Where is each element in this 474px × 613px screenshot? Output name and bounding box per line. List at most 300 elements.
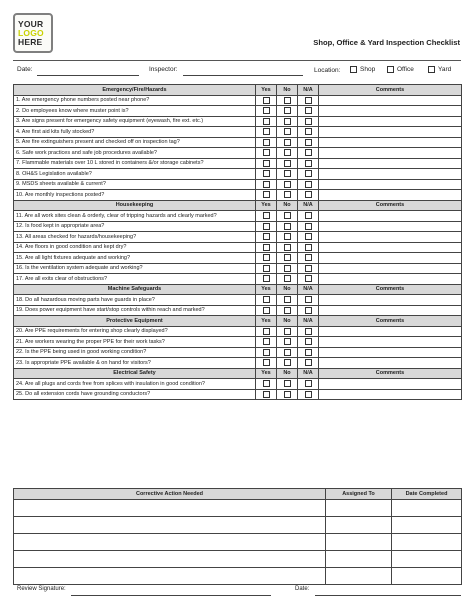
checklist-question: 12. Is food kept in appropriate area? (14, 221, 256, 232)
checklist-row (14, 158, 462, 169)
no-cell (277, 326, 298, 337)
checklist-row (14, 211, 462, 222)
date-completed-cell[interactable] (392, 567, 462, 584)
yes-cell (256, 232, 277, 243)
yes-column-header: Yes (256, 85, 277, 96)
corrective-action-row (14, 567, 462, 584)
assigned-to-header: Assigned To (326, 489, 392, 500)
no-checkbox[interactable] (284, 139, 291, 146)
yes-checkbox[interactable] (263, 139, 270, 146)
no-checkbox[interactable] (284, 212, 291, 219)
yes-cell (256, 190, 277, 201)
comments-cell[interactable] (319, 295, 462, 306)
corrective-action-table (13, 488, 462, 585)
na-cell (298, 358, 319, 369)
corrective-action-cell[interactable] (14, 499, 326, 516)
na-cell (298, 116, 319, 127)
logo-line-2: LOGO (18, 27, 44, 38)
checklist-row (14, 127, 462, 138)
checklist-question: 10. Are monthly inspections posted? (14, 190, 256, 201)
yes-checkbox[interactable] (263, 118, 270, 125)
na-cell (298, 211, 319, 222)
logo-line-3: HERE (18, 36, 43, 47)
na-checkbox[interactable] (305, 296, 312, 303)
yes-cell (256, 263, 277, 274)
checklist-question: 22. Is the PPE being used in good working condition? (14, 347, 256, 358)
na-cell (298, 242, 319, 253)
no-checkbox[interactable] (284, 97, 291, 104)
location-shop-label: Shop (360, 66, 376, 73)
checklist-row (14, 106, 462, 117)
checklist-question: 24. Are all plugs and cords free from splices with insulation in good condition? (14, 379, 256, 390)
yes-cell (256, 179, 277, 190)
na-checkbox[interactable] (305, 139, 312, 146)
date-completed-cell[interactable] (392, 533, 462, 550)
na-cell (298, 347, 319, 358)
corrective-action-header: Corrective Action Needed (14, 489, 326, 500)
na-checkbox[interactable] (305, 328, 312, 335)
assigned-to-cell[interactable] (326, 567, 392, 584)
na-checkbox[interactable] (305, 244, 312, 251)
checklist-row (14, 169, 462, 180)
comments-cell[interactable] (319, 169, 462, 180)
comments-cell[interactable] (319, 127, 462, 138)
corrective-action-row (14, 533, 462, 550)
na-checkbox[interactable] (305, 265, 312, 272)
yes-checkbox[interactable] (263, 212, 270, 219)
no-checkbox[interactable] (284, 307, 291, 314)
no-checkbox[interactable] (284, 328, 291, 335)
yes-cell (256, 116, 277, 127)
corrective-action-row (14, 550, 462, 567)
corrective-action-cell[interactable] (14, 516, 326, 533)
location-label: Location: (314, 67, 341, 74)
no-checkbox[interactable] (284, 296, 291, 303)
no-cell (277, 158, 298, 169)
no-cell (277, 379, 298, 390)
inspection-checklist-table (13, 84, 462, 400)
comments-cell[interactable] (319, 116, 462, 127)
date-completed-cell[interactable] (392, 516, 462, 533)
review-signature-field[interactable] (71, 595, 271, 596)
comments-column-header: Comments (319, 284, 462, 295)
comments-cell[interactable] (319, 221, 462, 232)
section-header-row (14, 85, 462, 96)
yes-checkbox[interactable] (263, 128, 270, 135)
review-signature-label: Review Signature: (17, 586, 66, 592)
comments-cell[interactable] (319, 305, 462, 316)
comments-cell[interactable] (319, 242, 462, 253)
no-checkbox[interactable] (284, 181, 291, 188)
no-cell (277, 211, 298, 222)
checklist-row (14, 253, 462, 264)
na-checkbox[interactable] (305, 391, 312, 398)
no-column-header: No (277, 368, 298, 379)
yes-checkbox[interactable] (263, 170, 270, 177)
date-completed-cell[interactable] (392, 499, 462, 516)
yes-checkbox[interactable] (263, 307, 270, 314)
checklist-question: 14. Are floors in good condition and kept dry? (14, 242, 256, 253)
checklist-question: 1. Are emergency phone numbers posted near phone? (14, 95, 256, 106)
no-checkbox[interactable] (284, 191, 291, 198)
checklist-question: 13. All areas checked for hazards/housekeeping? (14, 232, 256, 243)
yes-checkbox[interactable] (263, 296, 270, 303)
no-cell (277, 295, 298, 306)
yes-cell (256, 305, 277, 316)
no-checkbox[interactable] (284, 254, 291, 261)
checklist-question: 21. Are workers wearing the proper PPE for their work tasks? (14, 337, 256, 348)
checklist-question: 2. Do employees know where muster point is? (14, 106, 256, 117)
checklist-row (14, 379, 462, 390)
no-column-header: No (277, 85, 298, 96)
inspection-info-row (13, 66, 461, 78)
yes-checkbox[interactable] (263, 265, 270, 272)
comments-cell[interactable] (319, 106, 462, 117)
yes-cell (256, 242, 277, 253)
na-checkbox[interactable] (305, 223, 312, 230)
na-cell (298, 326, 319, 337)
na-column-header: N/A (298, 200, 319, 211)
yes-checkbox[interactable] (263, 160, 270, 167)
no-checkbox[interactable] (284, 233, 291, 240)
no-checkbox[interactable] (284, 275, 291, 282)
checklist-row (14, 389, 462, 400)
no-checkbox[interactable] (284, 380, 291, 387)
document-title: Shop, Office & Yard Inspection Checklist (313, 38, 460, 47)
section-header-row (14, 368, 462, 379)
checklist-row (14, 242, 462, 253)
checklist-row (14, 274, 462, 285)
checklist-row (14, 95, 462, 106)
checklist-question: 5. Are fire extinguishers present and checked off on inspection tag? (14, 137, 256, 148)
location-office-label: Office (397, 66, 414, 73)
corrective-action-cell[interactable] (14, 567, 326, 584)
na-checkbox[interactable] (305, 118, 312, 125)
section-title: Emergency/Fire/Hazards (14, 85, 256, 96)
na-cell (298, 169, 319, 180)
yes-checkbox[interactable] (263, 97, 270, 104)
date-completed-header: Date Completed (392, 489, 462, 500)
checklist-row (14, 221, 462, 232)
no-checkbox[interactable] (284, 359, 291, 366)
no-cell (277, 242, 298, 253)
no-checkbox[interactable] (284, 223, 291, 230)
na-column-header: N/A (298, 85, 319, 96)
yes-cell (256, 295, 277, 306)
no-cell (277, 148, 298, 159)
yes-checkbox[interactable] (263, 223, 270, 230)
checklist-question: 4. Are first aid kits fully stocked? (14, 127, 256, 138)
comments-column-header: Comments (319, 368, 462, 379)
no-cell (277, 106, 298, 117)
section-header-row (14, 200, 462, 211)
na-cell (298, 305, 319, 316)
comments-cell[interactable] (319, 253, 462, 264)
checklist-row (14, 305, 462, 316)
date-field[interactable] (37, 75, 139, 76)
no-checkbox[interactable] (284, 107, 291, 114)
comments-cell[interactable] (319, 326, 462, 337)
inspector-label: Inspector: (149, 66, 178, 73)
checklist-row (14, 295, 462, 306)
yes-checkbox[interactable] (263, 275, 270, 282)
checklist-row (14, 337, 462, 348)
yes-cell (256, 337, 277, 348)
review-footer (13, 586, 461, 598)
na-cell (298, 95, 319, 106)
comments-cell[interactable] (319, 179, 462, 190)
no-cell (277, 358, 298, 369)
no-cell (277, 253, 298, 264)
location-yard-checkbox[interactable] (428, 66, 435, 73)
na-checkbox[interactable] (305, 233, 312, 240)
no-checkbox[interactable] (284, 349, 291, 356)
no-column-header: No (277, 200, 298, 211)
no-checkbox[interactable] (284, 128, 291, 135)
assigned-to-cell[interactable] (326, 516, 392, 533)
no-cell (277, 116, 298, 127)
na-checkbox[interactable] (305, 149, 312, 156)
yes-checkbox[interactable] (263, 191, 270, 198)
yes-checkbox[interactable] (263, 349, 270, 356)
na-cell (298, 389, 319, 400)
comments-cell[interactable] (319, 190, 462, 201)
no-cell (277, 263, 298, 274)
na-checkbox[interactable] (305, 380, 312, 387)
checklist-question: 17. Are all exits clear of obstructions? (14, 274, 256, 285)
na-cell (298, 106, 319, 117)
yes-cell (256, 127, 277, 138)
checklist-question: 16. Is the ventilation system adequate and working? (14, 263, 256, 274)
checklist-row (14, 179, 462, 190)
na-cell (298, 158, 319, 169)
no-column-header: No (277, 316, 298, 327)
na-cell (298, 379, 319, 390)
yes-cell (256, 148, 277, 159)
yes-checkbox[interactable] (263, 359, 270, 366)
checklist-row (14, 232, 462, 243)
na-cell (298, 295, 319, 306)
checklist-row (14, 190, 462, 201)
section-header-row (14, 284, 462, 295)
no-cell (277, 95, 298, 106)
corrective-action-row (14, 499, 462, 516)
na-checkbox[interactable] (305, 128, 312, 135)
comments-column-header: Comments (319, 85, 462, 96)
yes-cell (256, 106, 277, 117)
yes-cell (256, 379, 277, 390)
comments-cell[interactable] (319, 232, 462, 243)
date-label: Date: (17, 66, 33, 73)
no-cell (277, 221, 298, 232)
no-cell (277, 190, 298, 201)
na-checkbox[interactable] (305, 160, 312, 167)
na-checkbox[interactable] (305, 212, 312, 219)
no-cell (277, 137, 298, 148)
logo-line-1: YOUR (18, 18, 44, 29)
yes-cell (256, 221, 277, 232)
checklist-row (14, 137, 462, 148)
na-cell (298, 337, 319, 348)
na-cell (298, 274, 319, 285)
na-column-header: N/A (298, 316, 319, 327)
no-cell (277, 337, 298, 348)
na-checkbox[interactable] (305, 97, 312, 104)
checklist-row (14, 347, 462, 358)
na-checkbox[interactable] (305, 338, 312, 345)
no-checkbox[interactable] (284, 118, 291, 125)
checklist-question: 19. Does power equipment have start/stop controls within reach and marked? (14, 305, 256, 316)
comments-cell[interactable] (319, 389, 462, 400)
yes-checkbox[interactable] (263, 181, 270, 188)
yes-checkbox[interactable] (263, 328, 270, 335)
yes-checkbox[interactable] (263, 233, 270, 240)
na-checkbox[interactable] (305, 307, 312, 314)
na-cell (298, 221, 319, 232)
checklist-question: 20. Are PPE requirements for entering shop clearly displayed? (14, 326, 256, 337)
no-checkbox[interactable] (284, 338, 291, 345)
no-checkbox[interactable] (284, 170, 291, 177)
no-cell (277, 127, 298, 138)
checklist-row (14, 358, 462, 369)
yes-cell (256, 169, 277, 180)
assigned-to-cell[interactable] (326, 550, 392, 567)
inspector-field[interactable] (183, 75, 303, 76)
na-cell (298, 253, 319, 264)
comments-cell[interactable] (319, 379, 462, 390)
comments-cell[interactable] (319, 358, 462, 369)
na-cell (298, 232, 319, 243)
na-checkbox[interactable] (305, 254, 312, 261)
yes-cell (256, 137, 277, 148)
na-cell (298, 137, 319, 148)
yes-checkbox[interactable] (263, 149, 270, 156)
checklist-question: 6. Safe work practices and safe job procedures available? (14, 148, 256, 159)
section-title: Protective Equipment (14, 316, 256, 327)
yes-checkbox[interactable] (263, 107, 270, 114)
na-cell (298, 148, 319, 159)
company-logo (13, 13, 53, 53)
corrective-action-cell[interactable] (14, 533, 326, 550)
no-cell (277, 179, 298, 190)
location-office-checkbox[interactable] (387, 66, 394, 73)
section-title: Machine Safeguards (14, 284, 256, 295)
yes-column-header: Yes (256, 368, 277, 379)
comments-cell[interactable] (319, 211, 462, 222)
yes-column-header: Yes (256, 200, 277, 211)
na-column-header: N/A (298, 368, 319, 379)
checklist-question: 15. Are all light fixtures adequate and working? (14, 253, 256, 264)
checklist-question: 23. Is appropriate PPE available & on hand for visitors? (14, 358, 256, 369)
yes-column-header: Yes (256, 284, 277, 295)
comments-column-header: Comments (319, 316, 462, 327)
na-checkbox[interactable] (305, 191, 312, 198)
location-shop-checkbox[interactable] (350, 66, 357, 73)
yes-cell (256, 253, 277, 264)
no-cell (277, 232, 298, 243)
na-checkbox[interactable] (305, 107, 312, 114)
yes-checkbox[interactable] (263, 244, 270, 251)
yes-cell (256, 358, 277, 369)
section-header-row (14, 316, 462, 327)
no-cell (277, 274, 298, 285)
no-checkbox[interactable] (284, 244, 291, 251)
review-date-label: Date: (295, 586, 310, 592)
comments-cell[interactable] (319, 337, 462, 348)
yes-checkbox[interactable] (263, 254, 270, 261)
na-cell (298, 190, 319, 201)
location-yard-label: Yard (438, 66, 452, 73)
na-checkbox[interactable] (305, 181, 312, 188)
date-completed-cell[interactable] (392, 550, 462, 567)
title-divider (13, 60, 461, 61)
checklist-question: 9. MSDS sheets available & current? (14, 179, 256, 190)
na-cell (298, 263, 319, 274)
no-column-header: No (277, 284, 298, 295)
comments-cell[interactable] (319, 263, 462, 274)
comments-cell[interactable] (319, 158, 462, 169)
comments-cell[interactable] (319, 274, 462, 285)
na-column-header: N/A (298, 284, 319, 295)
comments-column-header: Comments (319, 200, 462, 211)
comments-cell[interactable] (319, 95, 462, 106)
checklist-question: 7. Flammable materials over 10 L stored in containers &/or storage cabinets? (14, 158, 256, 169)
yes-column-header: Yes (256, 316, 277, 327)
yes-cell (256, 158, 277, 169)
checklist-question: 11. Are all work sites clean & orderly, clear of tripping hazards and clearly marked? (14, 211, 256, 222)
yes-checkbox[interactable] (263, 380, 270, 387)
no-checkbox[interactable] (284, 391, 291, 398)
na-checkbox[interactable] (305, 170, 312, 177)
comments-cell[interactable] (319, 137, 462, 148)
no-cell (277, 305, 298, 316)
checklist-question: 25. Do all extension cords have grounding conductors? (14, 389, 256, 400)
na-cell (298, 127, 319, 138)
no-cell (277, 389, 298, 400)
comments-cell[interactable] (319, 347, 462, 358)
yes-cell (256, 274, 277, 285)
checklist-question: 18. Do all hazardous moving parts have guards in place? (14, 295, 256, 306)
yes-cell (256, 95, 277, 106)
yes-checkbox[interactable] (263, 391, 270, 398)
checklist-row (14, 326, 462, 337)
no-cell (277, 347, 298, 358)
yes-cell (256, 389, 277, 400)
no-checkbox[interactable] (284, 265, 291, 272)
checklist-row (14, 116, 462, 127)
na-checkbox[interactable] (305, 359, 312, 366)
section-title: Housekeeping (14, 200, 256, 211)
checklist-row (14, 148, 462, 159)
assigned-to-cell[interactable] (326, 533, 392, 550)
section-title: Electrical Safety (14, 368, 256, 379)
checklist-row (14, 263, 462, 274)
yes-cell (256, 211, 277, 222)
no-checkbox[interactable] (284, 149, 291, 156)
assigned-to-cell[interactable] (326, 499, 392, 516)
review-date-field[interactable] (315, 595, 461, 596)
checklist-question: 3. Are signs present for emergency safety equipment (eyewash, fire ext. etc.) (14, 116, 256, 127)
yes-cell (256, 326, 277, 337)
na-checkbox[interactable] (305, 349, 312, 356)
na-checkbox[interactable] (305, 275, 312, 282)
comments-cell[interactable] (319, 148, 462, 159)
no-checkbox[interactable] (284, 160, 291, 167)
yes-checkbox[interactable] (263, 338, 270, 345)
checklist-question: 8. OH&S Legislation available? (14, 169, 256, 180)
no-cell (277, 169, 298, 180)
corrective-action-cell[interactable] (14, 550, 326, 567)
